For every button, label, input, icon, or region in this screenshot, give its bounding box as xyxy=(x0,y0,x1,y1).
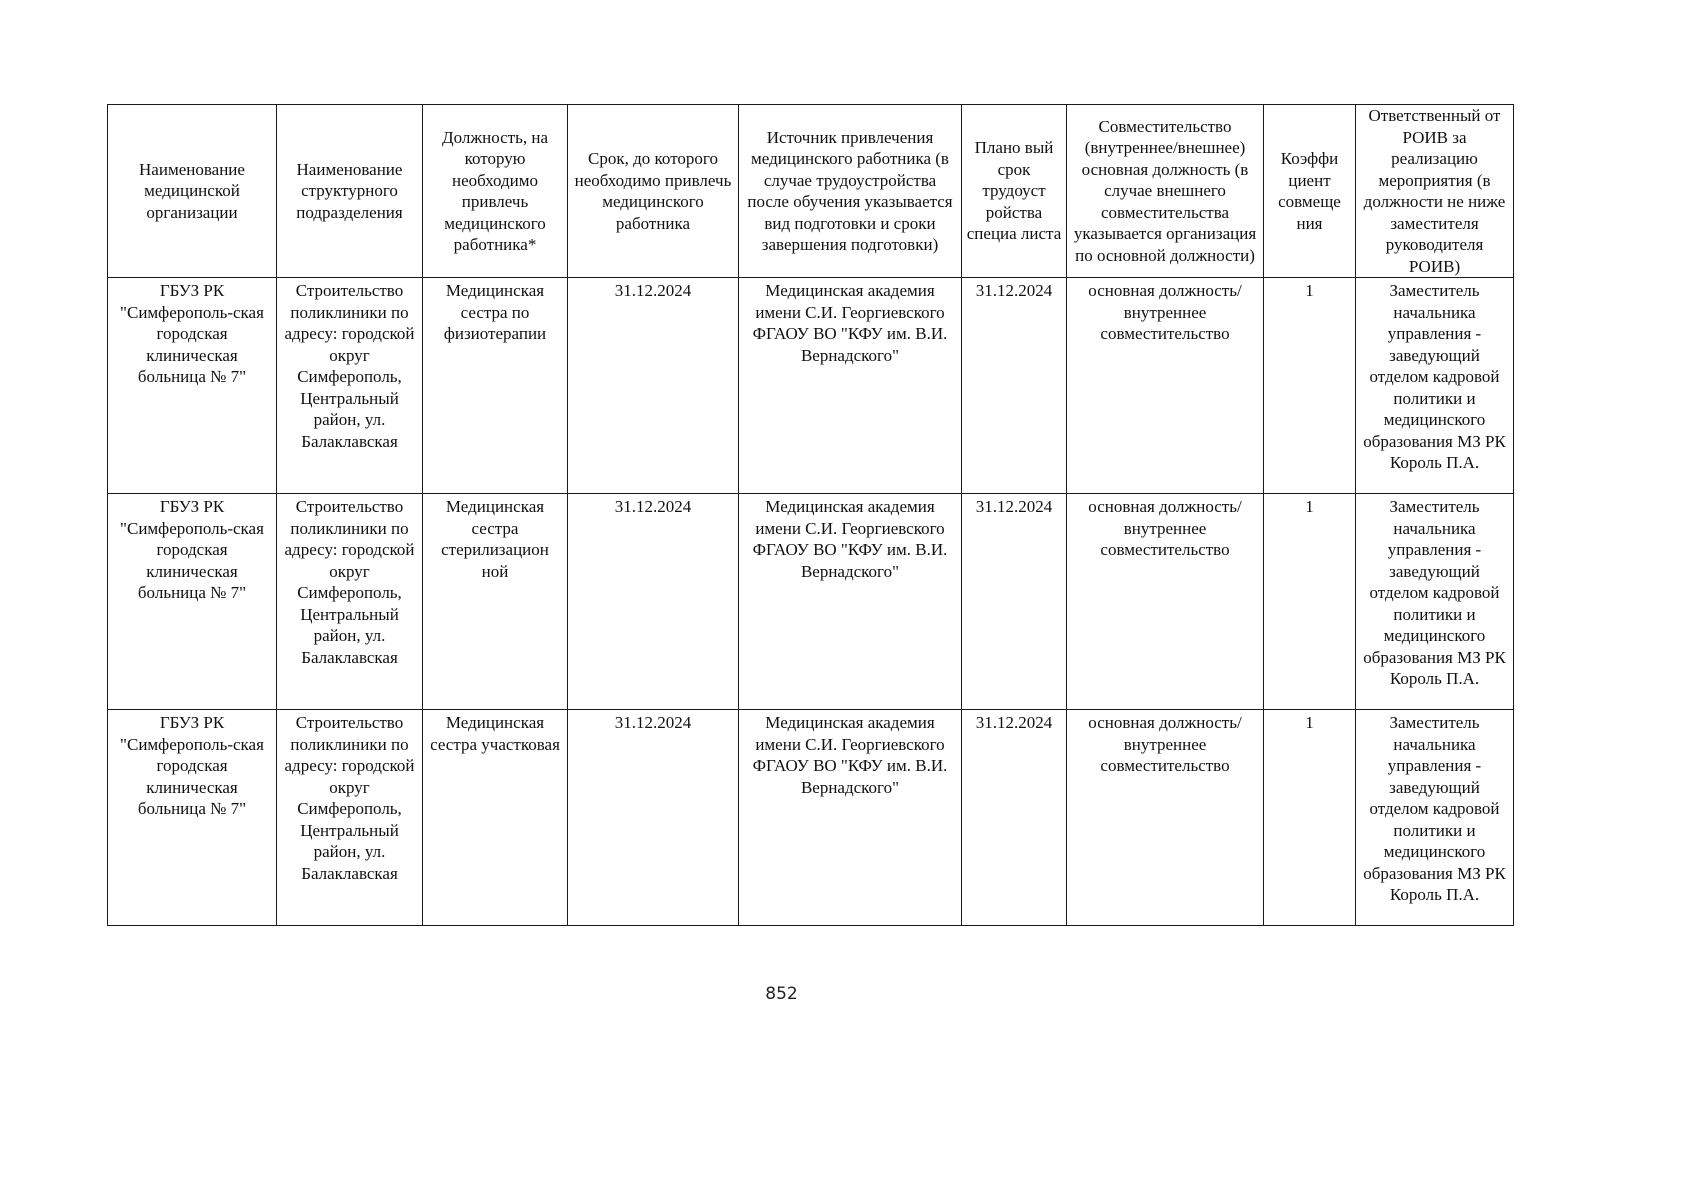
cell-responsible: Заместитель начальника управления - заведующий отделом кадровой политики и медицинского образования МЗ РК Король П.А. xyxy=(1356,494,1514,710)
cell-deadline: 31.12.2024 xyxy=(568,494,739,710)
cell-deadline: 31.12.2024 xyxy=(568,278,739,494)
staffing-table xyxy=(107,104,1514,926)
cell-organization: ГБУЗ РК "Симферополь-ская городская клиническая больница № 7" xyxy=(108,710,277,926)
cell-planned-date: 31.12.2024 xyxy=(962,494,1067,710)
cell-source: Медицинская академия имени С.И. Георгиевского ФГАОУ ВО "КФУ им. В.И. Вернадского" xyxy=(739,710,962,926)
cell-combination: основная должность/ внутреннее совместительство xyxy=(1067,710,1264,926)
cell-coefficient: 1 xyxy=(1264,494,1356,710)
header-structural-unit: Наименование структурного подразделения xyxy=(277,105,423,278)
cell-organization: ГБУЗ РК "Симферополь-ская городская клиническая больница № 7" xyxy=(108,278,277,494)
header-deadline: Срок, до которого необходимо привлечь медицинского работника xyxy=(568,105,739,278)
cell-structural-unit: Строительство поликлиники по адресу: городской округ Симферополь, Центральный район, ул. Балаклавская xyxy=(277,710,423,926)
cell-position: Медицинская сестра по физиотерапии xyxy=(423,278,568,494)
cell-structural-unit: Строительство поликлиники по адресу: городской округ Симферополь, Центральный район, ул. Балаклавская xyxy=(277,494,423,710)
cell-source: Медицинская академия имени С.И. Георгиевского ФГАОУ ВО "КФУ им. В.И. Вернадского" xyxy=(739,494,962,710)
cell-responsible: Заместитель начальника управления - заведующий отделом кадровой политики и медицинского образования МЗ РК Король П.А. xyxy=(1356,710,1514,926)
header-position: Должность, на которую необходимо привлечь медицинского работника* xyxy=(423,105,568,278)
cell-structural-unit: Строительство поликлиники по адресу: городской округ Симферополь, Центральный район, ул. Балаклавская xyxy=(277,278,423,494)
table-row xyxy=(108,710,1514,926)
cell-planned-date: 31.12.2024 xyxy=(962,710,1067,926)
cell-position: Медицинская сестра участковая xyxy=(423,710,568,926)
cell-planned-date: 31.12.2024 xyxy=(962,278,1067,494)
cell-coefficient: 1 xyxy=(1264,710,1356,926)
header-source: Источник привлечения медицинского работника (в случае трудоустройства после обучения указывается вид подготовки и сроки завершения подготовки) xyxy=(739,105,962,278)
table-header-row xyxy=(108,105,1514,278)
header-planned-date: Плано вый срок трудоуст ройства специа листа xyxy=(962,105,1067,278)
cell-coefficient: 1 xyxy=(1264,278,1356,494)
page-number: 852 xyxy=(765,984,798,1004)
cell-organization: ГБУЗ РК "Симферополь-ская городская клиническая больница № 7" xyxy=(108,494,277,710)
table-row xyxy=(108,494,1514,710)
cell-responsible: Заместитель начальника управления - заведующий отделом кадровой политики и медицинского образования МЗ РК Король П.А. xyxy=(1356,278,1514,494)
header-coefficient: Коэффи циент совмеще ния xyxy=(1264,105,1356,278)
header-responsible: Ответственный от РОИВ за реализацию мероприятия (в должности не ниже заместителя руководителя РОИВ) xyxy=(1356,105,1514,278)
table-row xyxy=(108,278,1514,494)
cell-combination: основная должность/ внутреннее совместительство xyxy=(1067,494,1264,710)
header-organization: Наименование медицинской организации xyxy=(108,105,277,278)
header-combination: Совместительство (внутреннее/внешнее) основная должность (в случае внешнего совместительства указывается организация по основной должности) xyxy=(1067,105,1264,278)
cell-source: Медицинская академия имени С.И. Георгиевского ФГАОУ ВО "КФУ им. В.И. Вернадского" xyxy=(739,278,962,494)
cell-deadline: 31.12.2024 xyxy=(568,710,739,926)
cell-combination: основная должность/ внутреннее совместительство xyxy=(1067,278,1264,494)
cell-position: Медицинская сестра стерилизацион ной xyxy=(423,494,568,710)
